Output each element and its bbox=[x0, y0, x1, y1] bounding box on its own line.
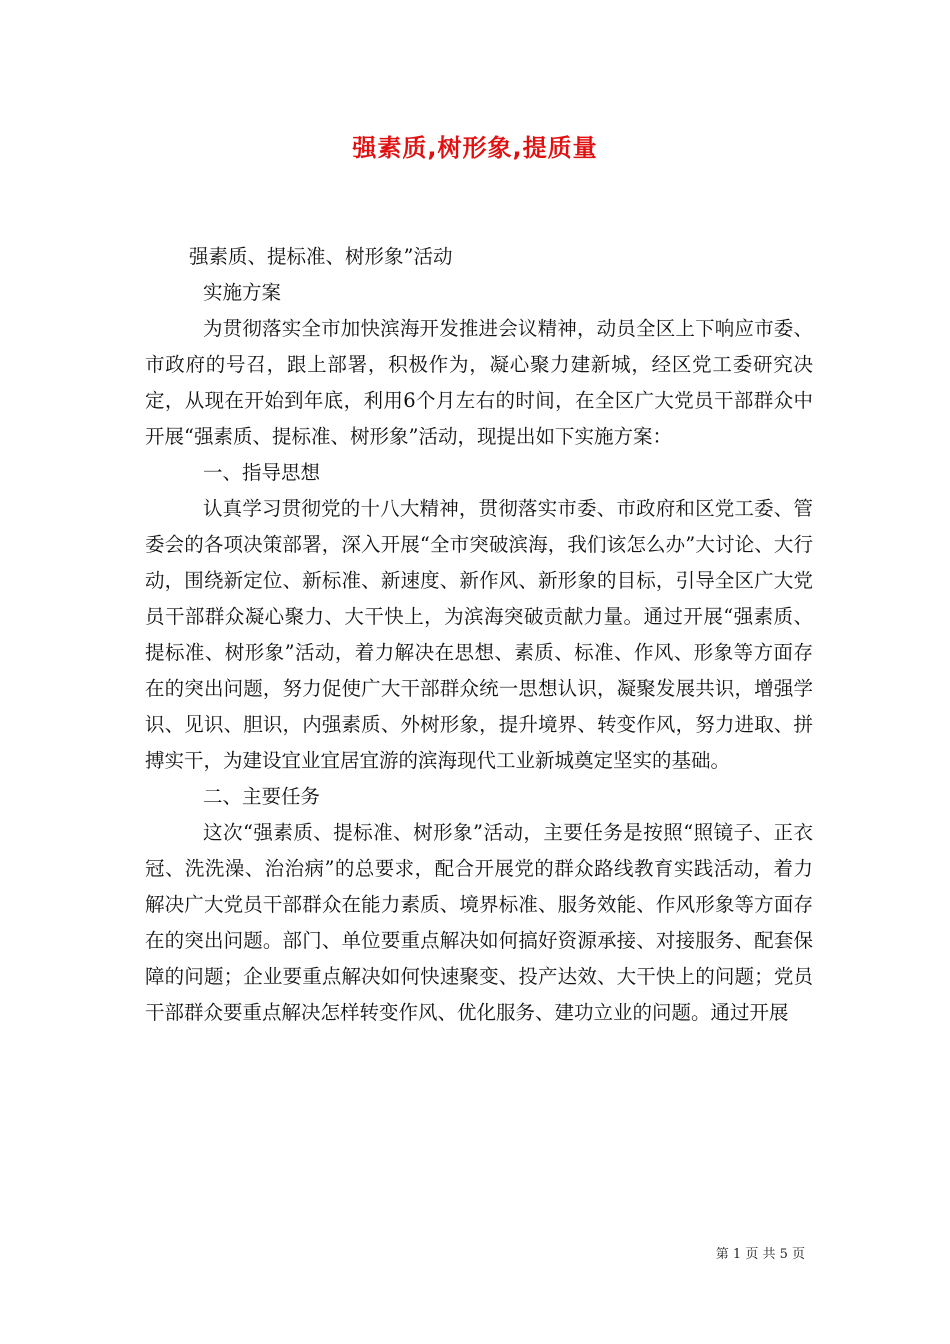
document-body bbox=[145, 239, 813, 1031]
intro-paragraph: 为贯彻落实全市加快滨海开发推进会议精神，动员全区上下响应市委、市政府的号召，跟上部署，积极作为，凝心聚力建新城，经区党工委研究决定，从现在开始到年底，利用6个月左右的时间，在全区广大党员干部群众中开展“强素质、提标准、树形象”活动，现提出如下实施方案： bbox=[145, 317, 813, 448]
section-heading-main-tasks: 二、主要任务 bbox=[203, 785, 321, 808]
page-number: 第 1 页 共 5 页 bbox=[715, 1247, 805, 1262]
activity-name-line: 强素质、提标准、树形象”活动 bbox=[189, 245, 453, 268]
plan-subtitle: 实施方案 bbox=[203, 281, 282, 304]
guiding-ideology-paragraph: 认真学习贯彻党的十八大精神，贯彻落实市委、市政府和区党工委、管委会的各项决策部署，深入开展“全市突破滨海，我们该怎么办”大讨论、大行动，围绕新定位、新标准、新速度、新作风、新形象的目标，引导全区广大党员干部群众凝心聚力、大干快上，为滨海突破贡献力量。通过开展“强素质、提标准、树形象”活动，着力解决在思想、素质、标准、作风、形象等方面存在的突出问题，努力促使广大干部群众统一思想认识，凝聚发展共识，增强学识、见识、胆识，内强素质、外树形象，提升境界、转变作风，努力进取、拼搏实干，为建设宜业宜居宜游的滨海现代工业新城奠定坚实的基础。 bbox=[145, 497, 813, 772]
main-tasks-paragraph: 这次“强素质、提标准、树形象”活动，主要任务是按照“照镜子、正衣冠、洗洗澡、治治病”的总要求，配合开展党的群众路线教育实践活动，着力解决广大党员干部群众在能力素质、境界标准、服务效能、作风形象等方面存在的突出问题。部门、单位要重点解决如何搞好资源承接、对接服务、配套保障的问题；企业要重点解决如何快速聚变、投产达效、大干快上的问题；党员干部群众要重点解决怎样转变作风、优化服务、建功立业的问题。通过开展 bbox=[145, 821, 813, 1024]
section-heading-guiding-ideology: 一、指导思想 bbox=[203, 461, 321, 484]
document-title: 强素质,树形象,提质量 bbox=[352, 134, 598, 162]
